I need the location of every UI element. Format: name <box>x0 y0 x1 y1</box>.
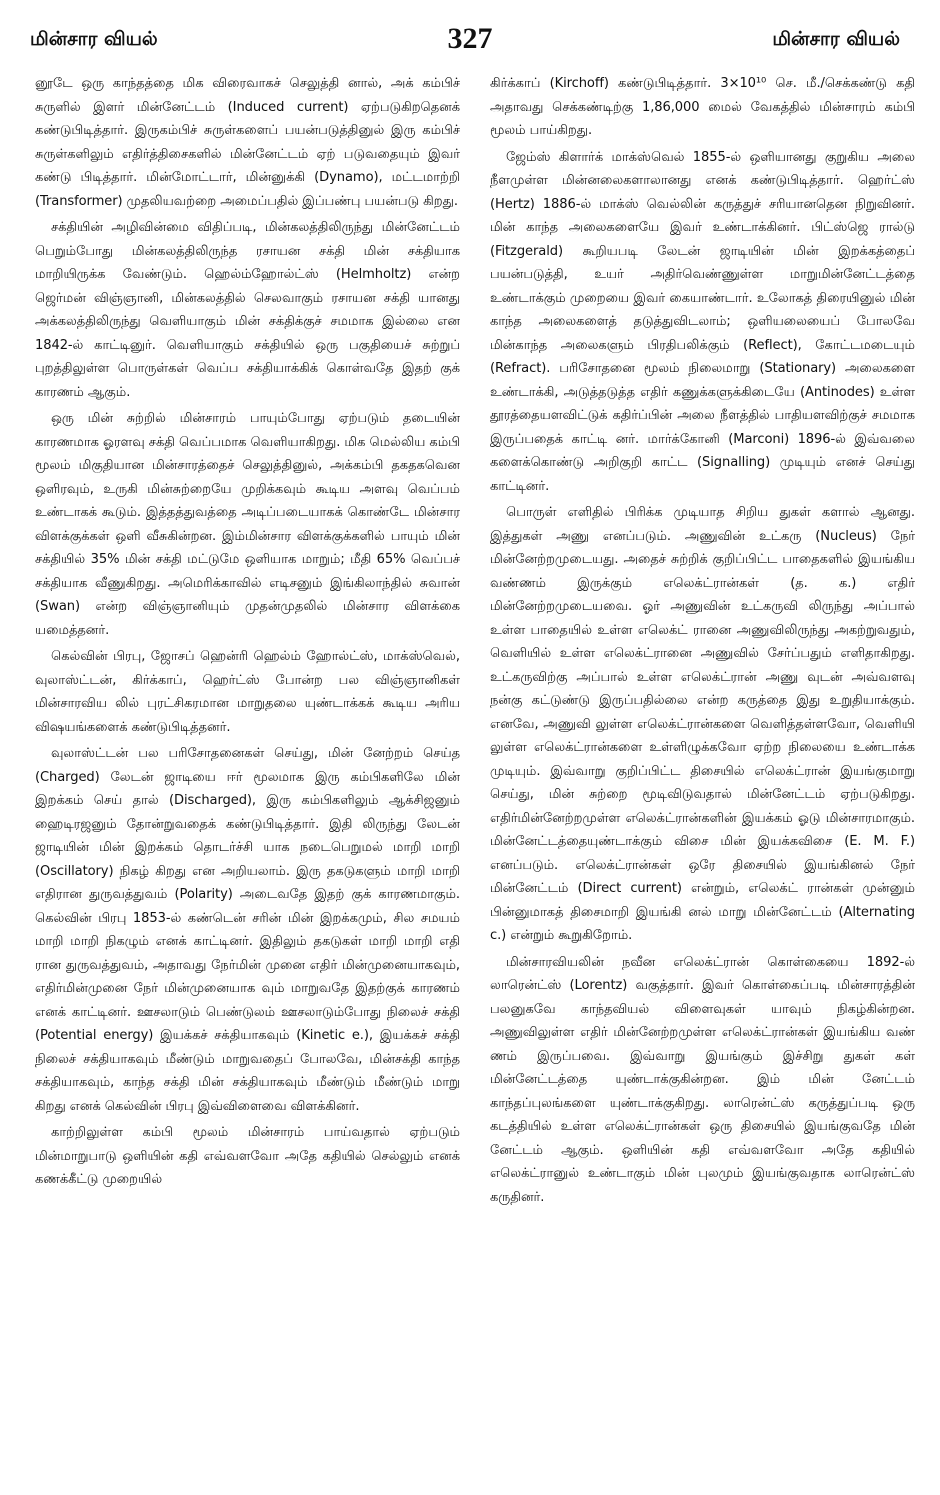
paragraph: னூடே ஒரு காந்தத்தை மிக விரைவாகச் செலுத்தி னால், அக் கம்பிச் சுருளில் இளர் மின்னேட்டம் (Induced current) ஏற்படுகிறதெனக் கண்டுபிடித்தார். இருகம்பிச் சுருள்களைப் பயன்படுத்தினுல் இரு கம்பிச் சுருள்களிலும் எதிர்த்திசைகளில் மின்னேட்டம் ஏற் படுவதையும் இவர் கண்டு பிடித்தார். மின்மோட்டார், மின்னுக்கி (Dynamo), மட்டமாற்றி (Transformer) முதலியவற்றை அமைப்பதில் இப்பண்பு பயன்படு கிறது. <box>35 76 460 209</box>
right-column <box>490 72 915 1212</box>
paragraph: மின்சாரவியலின் நவீன எலெக்ட்ரான் கொள்கையை 1892-ல் லாரென்ட்ஸ் (Lorentz) வகுத்தார். இவர் கொள்கைப்படி மின்சாரத்தின் பலனுகவே காந்தவியல் விளைவுகள் யாவும் நிகழ்கின்றன. அணுவிலுள்ள எதிர் மின்னேற்றமுள்ள எலெக்ட்ரான்கள் இயங்கிய வண் ணம் இருப்பவை. இவ்வாறு இயங்கும் இச்சிறு துகள் கள் மின்னேட்டத்தை யுண்டாக்குகின்றன. இம் மின் னேட்டம் காந்தப்புலங்களை யுண்டாக்குகிறது. லாரென்ட்ஸ் கருத்துப்படி ஒரு கடத்தியில் உள்ள எலெக்ட்ரான்கள் ஒரு திசையில் இயங்குவதே மின் னேட்டம் ஆகும். ஒளியின் கதி எவ்வளவோ அதே கதியில் எலெக்ட்ரானுல் உண்டாகும் மின் புலமும் இயங்குவதாக லாரென்ட்ஸ் கருதினர். <box>490 954 915 1205</box>
paragraph: பொருள் எளிதில் பிரிக்க முடியாத சிறிய துகள் களால் ஆனது. இத்துகள் அணு எனப்படும். அணுவின் உட்கரு (Nucleus) நேர் மின்னேற்றமுடையது. அதைச் சுற்றிக் குறிப்பிட்ட பாதைகளில் இயங்கிய வண்ணம் இருக்கும் எலெக்ட்ரான்கள் (த. க.) எதிர் மின்னேற்றமுடையவை. ஓர் அணுவின் உட்கருவி லிருந்து அப்பால் உள்ள பாதையில் உள்ள எலெக்ட் ரானை அணுவிலிருந்து அகற்றுவதும், வெளியில் உள்ள எலெக்ட்ரானை அணுவில் சேர்ப்பதும் எளிதாகிறது. உட்கருவிற்கு அப்பால் உள்ள எலெக்ட்ரான் அணு வுடன் அவ்வளவு நன்கு கட்டுண்டு இருப்பதில்லை என்ற கருத்தை இது உறுதியாக்கும். எனவே, அணுவி லுள்ள எலெக்ட்ரான்களை வெளித்தள்ளவோ, வெளியி லுள்ள எலெக்ட்ரான்களை உள்ளிழுக்கவோ ஏற்ற நிலையை உண்டாக்க முடியும். இவ்வாறு குறிப்பிட்ட திசையில் எலெக்ட்ரான் இயங்குமாறு செய்து, மின் சுற்றை மூடிவிடுவதால் மின்னேட்டம் ஏற்படுகிறது. எதிர்மின்னேற்றமுள்ள எலெக்ட்ரான்களின் இயக்கம் ஓடு மின்சாரமாகும். மின்னேட்டத்தையுண்டாக்கும் விசை மின் இயக்கவிசை (E. M. F.) எனப்படும். எலெக்ட்ரான்கள் ஒரே திசையில் இயங்கினல் நேர் மின்னேட்டம் (Direct current) என்றும், எலெக்ட் ரான்கள் முன்னும் பின்னுமாகத் திசைமாறி இயங்கி னல் மாறு மின்னேட்டம் (Alternating c.) என்றும் கூறுகிறோம். <box>490 505 915 943</box>
paragraph: சக்தியின் அழிவின்மை விதிப்படி, மின்கலத்திலிருந்து மின்னேட்டம் பெறும்போது மின்கலத்திலிருந்த ரசாயன சக்தி மின் சக்தியாக மாறியிருக்க வேண்டும். ஹெல்ம்ஹோல்ட்ஸ் (Helmholtz) என்ற ஜெர்மன் விஞ்ஞானி, மின்கலத்தில் செலவாகும் ரசாயன சக்தி யானது அக்கலத்திலிருந்து வெளியாகும் மின் சக்திக்குச் சமமாக இல்லை என 1842-ல் காட்டினுர். வெளியாகும் சக்தியில் ஒரு பகுதியைச் சுற்றுப் புறத்திலுள்ள பொருள்கள் வெப்ப சக்தியாக்கிக் கொள்வதே இதற் குக் காரணம் ஆகும். <box>35 220 460 400</box>
paragraph: ஒரு மின் சுற்றில் மின்சாரம் பாயும்போது ஏற்படும் தடையின் காரணமாக ஓரளவு சக்தி வெப்பமாக வெளியாகிறது. மிக மெல்லிய கம்பி மூலம் மிகுதியான மின்சாரத்தைச் செலுத்தினுல், அக்கம்பி தகதகவென ஒளிரவும், உருகி மின்சுற்றையே முறிக்கவும் கூடிய அளவு வெப்பம் உண்டாகக் கூடும். இத்தத்துவத்தை அடிப்படையாகக் கொண்டே மின்சார விளக்குக்கள் ஒளி வீசுகின்றன. இம்மின்சார விளக்குக்களில் பாயும் மின் சக்தியில் 35% மின் சக்தி மட்டுமே ஒளியாக மாறும்; மீதி 65% வெப்பச் சக்தியாக வீணுகிறது. அமெரிக்காவில் எடிசனும் இங்கிலாந்தில் சுவான் (Swan) என்ற விஞ்ஞானியும் முதன்முதலில் மின்சார விளக்கை யமைத்தனர். <box>35 411 460 638</box>
running-head-left: மின்சார வியல் <box>30 28 158 50</box>
left-column <box>35 72 460 1195</box>
paragraph: ஜேம்ஸ் கிளார்க் மாக்ஸ்வெல் 1855-ல் ஒளியானது குறுகிய அலை நீளமுள்ள மின்னலைகளாலானது எனக் கண்டுபிடித்தார். ஹெர்ட்ஸ் (Hertz) 1886-ல் மாக்ஸ் வெல்லின் கருத்துச் சரியானதென நிறுவினர். மின் காந்த அலைகளையே இவர் உண்டாக்கினர். பிட்ஸ்ஜெ ரால்டு (Fitzgerald) கூறியபடி லேடன் ஜாடியின் மின் இறக்கத்தைப் பயன்படுத்தி, உயர் அதிர்வெண்ணுள்ள மாறுமின்னேட்டத்தை உண்டாக்கும் முறையை இவர் கையாண்டார். உலோகத் திரையினுல் மின் காந்த அலைகளைத் தடுத்துவிடலாம்; ஒளியலையைப் போலவே மின்காந்த அலைகளும் பிரதிபலிக்கும் (Reflect), கோட்டமடையும் (Refract). பரிசோதனை மூலம் நிலைமாறு (Stationary) அலைகளை உண்டாக்கி, அடுத்தடுத்த எதிர் கணுக்களுக்கிடையே (Antinodes) உள்ள தூரத்தையளவிட்டுக் கதிர்ப்பின் அலை நீளத்தில் பாதியளவிற்குச் சமமாக இருப்பதைக் காட்டி னர். மார்க்கோனி (Marconi) 1896-ல் இவ்வலை களைக்கொண்டு அறிகுறி காட்ட (Signalling) முடியும் எனச் செய்து காட்டினர். <box>490 149 915 494</box>
page-number: 327 <box>447 22 493 55</box>
page-header <box>0 22 940 62</box>
running-head-right: மின்சார வியல் <box>772 28 900 50</box>
paragraph: வுலாஸ்ட்டன் பல பரிசோதனைகள் செய்து, மின் னேற்றம் செய்த (Charged) லேடன் ஜாடியை ஈர் மூலமாக இரு கம்பிகளிலே மின் இறக்கம் செய் தால் (Discharged), இரு கம்பிகளிலும் ஆக்சிஜனும் ஹைடிரஜனும் தோன்றுவதைக் கண்டுபிடித்தார். இதி லிருந்து லேடன் ஜாடியின் மின் இறக்கம் தொடர்ச்சி யாக நடைபெறுமல் மாறி மாறி (Oscillatory) நிகழ் கிறது என அறியலாம். இரு தகடுகளும் மாறி மாறி எதிரான துருவத்துவம் (Polarity) அடைவதே இதற் குக் காரணமாகும். கெல்வின் பிரபு 1853-ல் கண்டென் சரின் மின் இறக்கமும், சில சமயம் மாறி மாறி நிகழும் எனக் காட்டினர். இதிலும் தகடுகள் மாறி மாறி எதி ரான துருவத்துவம், அதாவது நேர்மின் முனை எதிர் மின்முனையாகவும், எதிர்மின்முனை நேர் மின்முனையாக வும் மாறுவதே இதற்குக் காரணம் எனக் காட்டினர். ஊசலாடும் பெண்டுலம் ஊசலாடும்போது நிலைச் சக்தி (Potential energy) இயக்கச் சக்தியாகவும் (Kinetic e.), இயக்கச் சக்தி நிலைச் சக்தியாகவும் மீண்டும் மாறுவதைப் போலவே, மின்சக்தி காந்த சக்தியாகவும், காந்த சக்தி மின் சக்தியாகவும் மீண்டும் மீண்டும் மாறு கிறது எனக் கெல்வின் பிரபு இவ்விளைவை விளக்கினர். <box>35 746 460 1114</box>
paragraph: கிர்க்காப் (Kirchoff) கண்டுபிடித்தார். 3×10¹⁰ செ. மீ./செக்கண்டு கதி அதாவது செக்கண்டிற்கு 1,86,000 மைல் வேகத்தில் மின்சாரம் கம்பி மூலம் பாய்கிறது. <box>490 76 915 138</box>
paragraph: காற்றிலுள்ள கம்பி மூலம் மின்சாரம் பாய்வதால் ஏற்படும் மின்மாறுபாடு ஒளியின் கதி எவ்வளவோ அதே கதியில் செல்லும் எனக் கணக்கீட்டு முறையில் <box>35 1125 460 1187</box>
paragraph: கெல்வின் பிரபு, ஜோசப் ஹென்ரி ஹெல்ம் ஹோல்ட்ஸ், மாக்ஸ்வெல், வுலாஸ்ட்டன், கிர்க்காப், ஹெர்ட்ஸ் போன்ற பல விஞ்ஞானிகள் மின்சாரவிய லில் புரட்சிகரமான மாறுதலை யுண்டாக்கக் கூடிய அரிய விஷயங்களைக் கண்டுபிடித்தனர். <box>35 649 460 735</box>
